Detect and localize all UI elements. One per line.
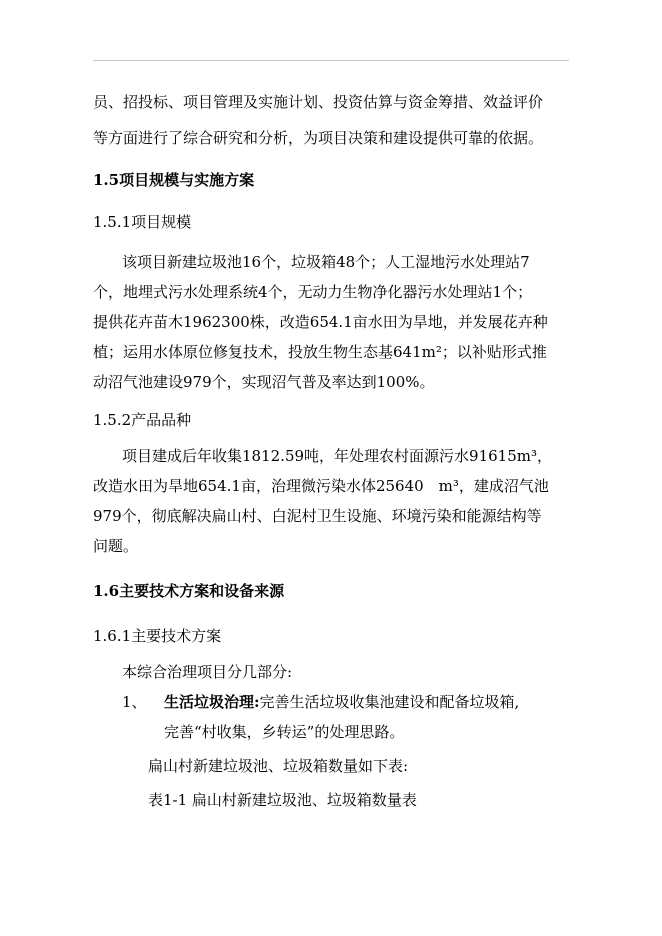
- paragraph-line: 该项目新建垃圾池16个，垃圾箱48个；人工湿地污水处理站7: [122, 253, 530, 271]
- section-1-6-1-heading: 1.6.1主要技术方案: [93, 627, 222, 645]
- table-intro: 扁山村新建垃圾池、垃圾箱数量如下表:: [148, 757, 409, 775]
- intro-line-2: 等方面进行了综合研究和分析，为项目决策和建设提供可靠的依据。: [93, 129, 544, 147]
- paragraph-line: 动沼气池建设979个，实现沼气普及率达到100%。: [93, 373, 435, 391]
- paragraph-line: 本综合治理项目分几部分:: [122, 663, 293, 681]
- list-item-continuation: 完善“村收集，乡转运”的处理思路。: [164, 723, 405, 741]
- section-1-6-heading: 1.6主要技术方案和设备来源: [93, 582, 285, 600]
- paragraph-line: 植；运用水体原位修复技术，投放生物生态基641m²；以补贴形式推: [93, 343, 547, 361]
- list-item-number: 1、: [122, 693, 147, 711]
- paragraph-line: 提供花卉苗木1962300株，改造654.1亩水田为旱地，并发展花卉种: [93, 313, 548, 331]
- paragraph-line: 979个，彻底解决扁山村、白泥村卫生设施、环境污染和能源结构等: [93, 507, 542, 525]
- paragraph-line: 问题。: [93, 537, 139, 555]
- section-1-5-1-heading: 1.5.1项目规模: [93, 213, 192, 231]
- list-item-text: 完善生活垃圾收集池建设和配备垃圾箱,: [259, 693, 520, 711]
- paragraph-line: 项目建成后年收集1812.59吨，年处理农村面源污水91615m³，: [122, 447, 552, 465]
- list-item-title: 生活垃圾治理:: [164, 693, 260, 711]
- paragraph-line: 个，地埋式污水处理系统4个，无动力生物净化器污水处理站1个；: [93, 283, 533, 301]
- section-1-5-heading: 1.5项目规模与实施方案: [93, 171, 255, 189]
- table-caption: 表1-1 扁山村新建垃圾池、垃圾箱数量表: [148, 791, 417, 809]
- header-rule: [93, 60, 569, 61]
- section-1-5-2-heading: 1.5.2产品品种: [93, 411, 192, 429]
- intro-line-1: 员、招投标、项目管理及实施计划、投资估算与资金筹措、效益评价: [93, 93, 544, 111]
- paragraph-line: 改造水田为旱地654.1亩，治理微污染水体25640 m³，建成沼气池: [93, 477, 549, 495]
- list-item-1: [122, 692, 602, 712]
